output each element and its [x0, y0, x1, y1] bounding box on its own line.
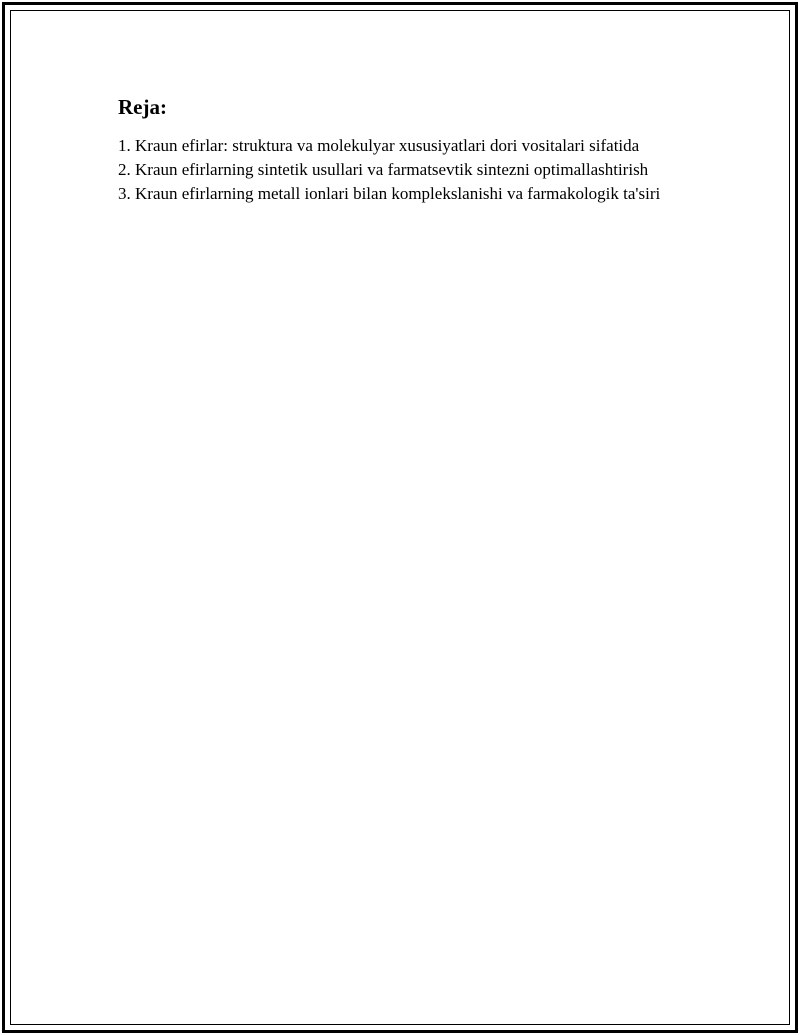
plan-item-1: 1. Kraun efirlar: struktura va molekulyar xususiyatlari dori vositalari sifatida — [118, 136, 640, 155]
plan-list — [118, 134, 698, 206]
plan-item-3: 3. Kraun efirlarning metall ionlari bilan komplekslanishi va farmakologik ta'siri — [118, 184, 661, 203]
plan-heading: Reja: — [118, 95, 167, 119]
document-body — [118, 94, 698, 206]
plan-item-2: 2. Kraun efirlarning sintetik usullari va farmatsevtik sintezni optimallashtirish — [118, 160, 649, 179]
